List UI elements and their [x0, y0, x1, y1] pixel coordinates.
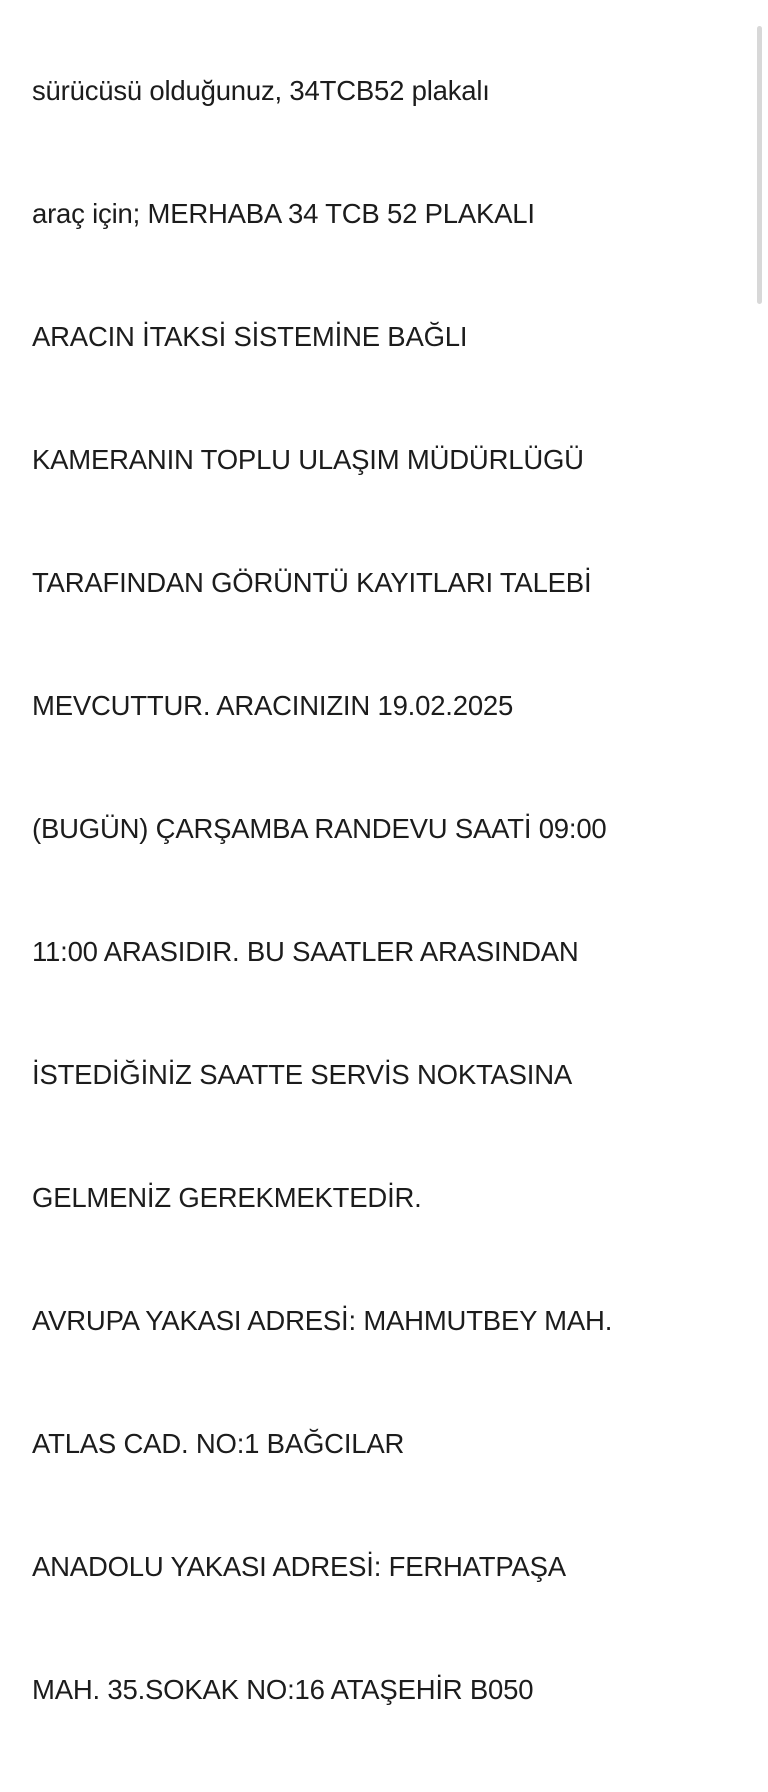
text-line: sürücüsü olduğunuz, 34TCB52 plakalı	[32, 75, 490, 106]
text-line: ARACIN İTAKSİ SİSTEMİNE BAĞLI	[32, 321, 468, 352]
scrollbar-thumb[interactable]	[757, 26, 762, 304]
text-line: (BUGÜN) ÇARŞAMBA RANDEVU SAATİ 09:00	[32, 813, 607, 844]
text-line: araç için; MERHABA 34 TCB 52 PLAKALI	[32, 198, 535, 229]
text-line: ATLAS CAD. NO:1 BAĞCILAR	[32, 1428, 405, 1459]
text-line: ANADOLU YAKASI ADRESİ: FERHATPAŞA	[32, 1551, 566, 1582]
text-line: MAH. 35.SOKAK NO:16 ATAŞEHİR B050	[32, 1674, 534, 1705]
text-line: İSTEDİĞİNİZ SAATTE SERVİS NOKTASINA	[32, 1059, 573, 1090]
text-line: 11:00 ARASIDIR. BU SAATLER ARASINDAN	[32, 936, 579, 967]
message-text-block	[32, 0, 738, 1792]
text-line: KAMERANIN TOPLU ULAŞIM MÜDÜRLÜGÜ	[32, 444, 584, 475]
text-line: MEVCUTTUR. ARACINIZIN 19.02.2025	[32, 690, 514, 721]
text-line: GELMENİZ GEREKMEKTEDİR.	[32, 1182, 422, 1213]
text-line: AVRUPA YAKASI ADRESİ: MAHMUTBEY MAH.	[32, 1305, 613, 1336]
text-line: TARAFINDAN GÖRÜNTÜ KAYITLARI TALEBİ	[32, 567, 592, 598]
